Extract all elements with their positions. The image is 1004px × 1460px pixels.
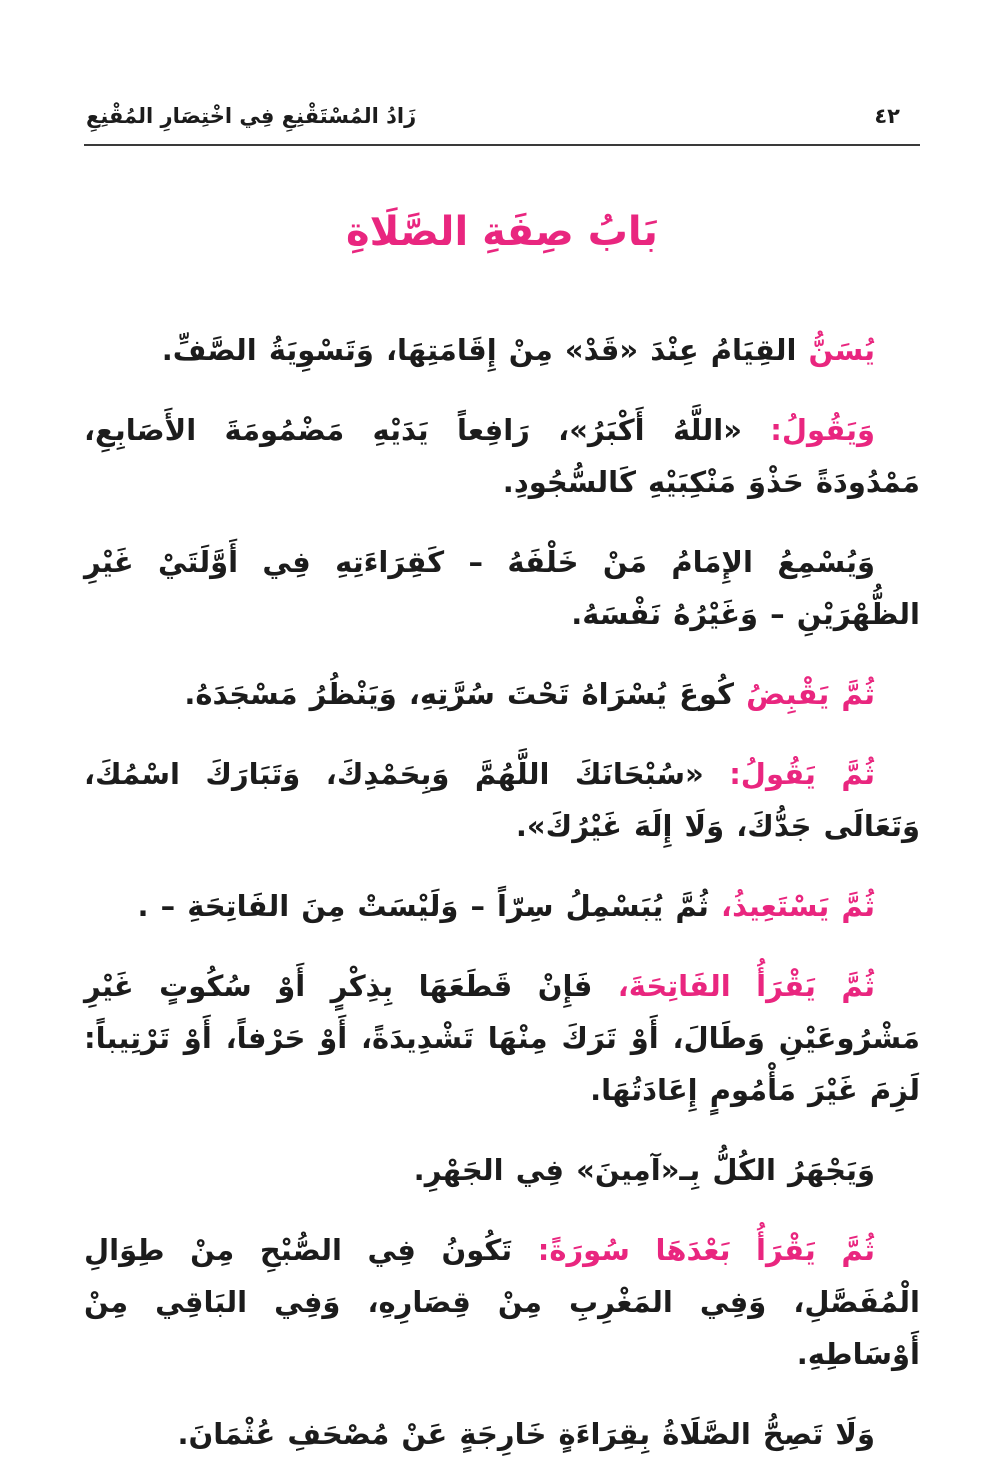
paragraph — [84, 668, 920, 720]
paragraph-body: تَكُونُ فِي الصُّبْحِ مِنْ طِوَالِ الْمُفَصَّلِ، وَفِي المَغْرِبِ مِنْ قِصَارِهِ، وَفِي البَاقِي مِنْ أَوْسَاطِهِ. — [84, 1233, 920, 1371]
paragraph — [84, 324, 920, 376]
paragraph-body: وَلَا تَصِحُّ الصَّلَاةُ بِقِرَاءَةٍ خَارِجَةٍ عَنْ مُصْحَفِ عُثْمَانَ. — [177, 1417, 875, 1451]
page-number: ٤٢ — [874, 104, 900, 128]
paragraph-body: وَيَجْهَرُ الكُلُّ بِـ«آمِينَ» فِي الجَهْرِ. — [413, 1153, 875, 1187]
paragraph — [84, 1144, 920, 1196]
paragraph — [84, 536, 920, 640]
page-content — [84, 324, 920, 1460]
paragraph-body: «سُبْحَانَكَ اللَّهُمَّ وَبِحَمْدِكَ، وَتَبَارَكَ اسْمُكَ، وَتَعَالَى جَدُّكَ، وَلَا إِلَهَ غَيْرُكَ». — [84, 757, 920, 843]
paragraph — [84, 1224, 920, 1380]
paragraph — [84, 1408, 920, 1460]
paragraph-body: القِيَامُ عِنْدَ «قَدْ» مِنْ إِقَامَتِهَا، وَتَسْوِيَةُ الصَّفِّ. — [161, 333, 809, 367]
paragraph-body: فَإِنْ قَطَعَهَا بِذِكْرٍ أَوْ سُكُوتٍ غَيْرِ مَشْرُوعَيْنِ وَطَالَ، أَوْ تَرَكَ مِنْهَا تَشْدِيدَةً، أَوْ حَرْفاً، أَوْ تَرْتِيباً: لَزِمَ غَيْرَ مَأْمُومٍ إِعَادَتُهَا. — [84, 969, 920, 1107]
paragraph-lead: ثُمَّ يَقُولُ: — [729, 757, 876, 791]
paragraph — [84, 404, 920, 508]
paragraph-body: «اللَّهُ أَكْبَرُ»، رَافِعاً يَدَيْهِ مَضْمُومَةَ الأَصَابِعِ، مَمْدُودَةً حَذْوَ مَنْكِبَيْهِ كَالسُّجُودِ. — [84, 413, 920, 499]
paragraph-body: كُوعَ يُسْرَاهُ تَحْتَ سُرَّتِهِ، وَيَنْظُرُ مَسْجَدَهُ. — [184, 677, 747, 711]
paragraph-body: ثُمَّ يُبَسْمِلُ سِرّاً – وَلَيْسَتْ مِنَ الفَاتِحَةِ – . — [137, 889, 722, 923]
paragraph-lead: ثُمَّ يَقْرَأُ بَعْدَهَا سُورَةً: — [537, 1233, 875, 1267]
running-header — [84, 104, 920, 146]
paragraph-lead: ثُمَّ يَسْتَعِيذُ، — [721, 889, 875, 923]
paragraph-lead: يُسَنُّ — [808, 333, 875, 367]
paragraph-lead: ثُمَّ يَقْبِضُ — [746, 677, 875, 711]
book-title: زَادُ المُسْتَقْنِعِ فِي اخْتِصَارِ المُقْنِعِ — [86, 104, 417, 128]
paragraph — [84, 960, 920, 1116]
paragraph-lead: وَيَقُولُ: — [770, 413, 875, 447]
chapter-title: بَابُ صِفَةِ الصَّلَاةِ — [346, 209, 658, 255]
paragraph-body: وَيُسْمِعُ الإِمَامُ مَنْ خَلْفَهُ – كَقِرَاءَتِهِ فِي أَوَّلَتَيْ غَيْرِ الظُّهْرَيْنِ – وَغَيْرُهُ نَفْسَهُ. — [84, 545, 920, 631]
paragraph — [84, 880, 920, 932]
paragraph — [84, 748, 920, 852]
paragraph-lead: ثُمَّ يَقْرَأُ الفَاتِحَةَ، — [617, 969, 875, 1003]
